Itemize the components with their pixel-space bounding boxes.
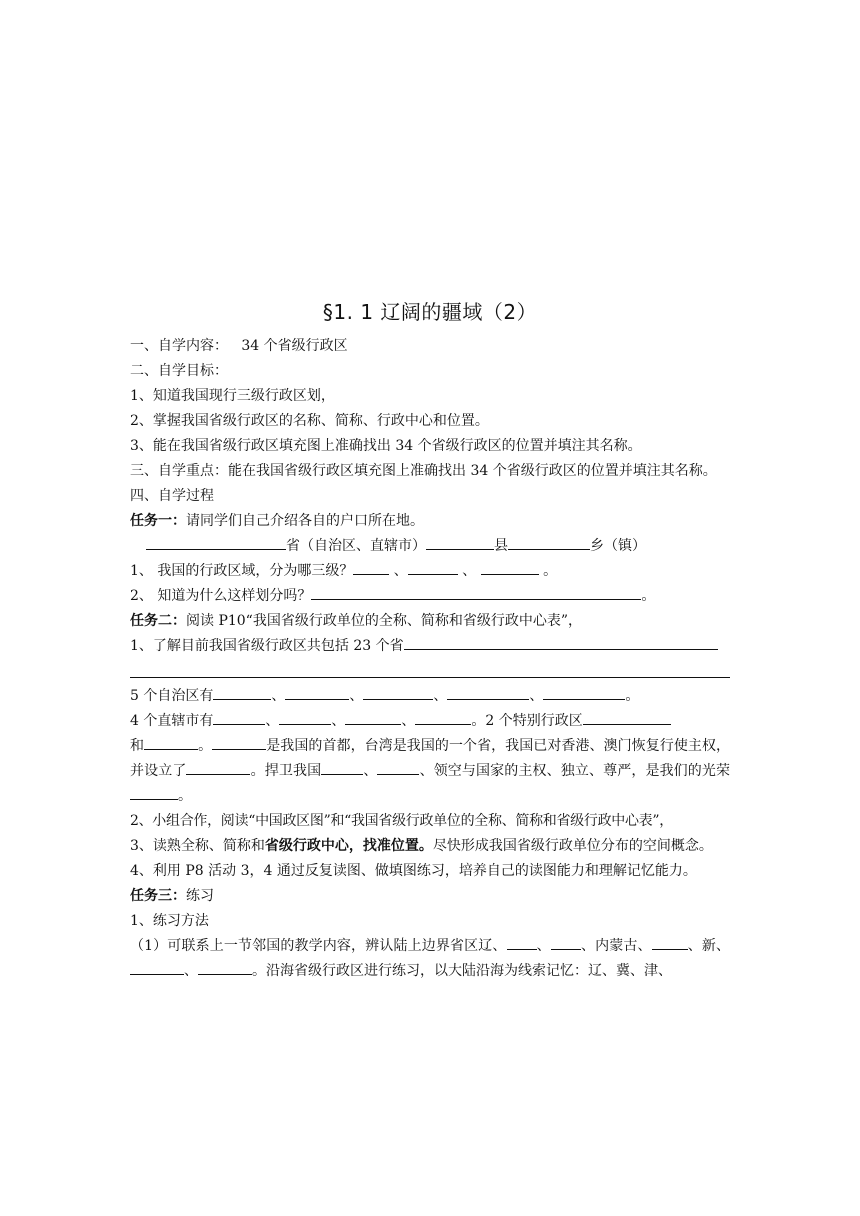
practice-paragraph: （1）可联系上一节邻国的教学内容，辨认陆上边界省区辽、 、 、内蒙古、 、新、、 。沿海省级行政区进行练习，以大陆沿海为线索记忆：辽、冀、津、 [130, 934, 730, 984]
answer-blank[interactable] [507, 935, 537, 950]
provinces-question: 1、了解目前我国省级行政区共包括 23 个省 [130, 634, 730, 659]
document-body [130, 334, 730, 984]
text-line: 3、读熟全称、简称和省级行政中心，找准位置。尽快形成我国省级行政单位分布的空间概念。 [130, 838, 713, 854]
answer-blank[interactable] [213, 710, 265, 725]
task2-intro: 任务二：阅读 P10“我国省级行政单位的全称、简称和省级行政中心表”， [130, 613, 582, 629]
text-line: 二、自学目标： [130, 363, 228, 379]
answer-blank[interactable] [144, 735, 198, 750]
town-blank[interactable] [508, 535, 590, 550]
answer-blank[interactable] [213, 685, 271, 700]
answer-blank[interactable] [583, 710, 671, 725]
answer-blank[interactable] [404, 635, 718, 650]
answer-blank[interactable] [279, 710, 331, 725]
answer-blank[interactable] [551, 935, 581, 950]
county-blank[interactable] [426, 535, 494, 550]
answer-blank[interactable] [130, 785, 178, 800]
answer-blank[interactable] [377, 760, 419, 775]
task3-intro: 任务三：练习 [130, 888, 214, 904]
task3-heading: 任务三： [130, 888, 186, 904]
answer-line[interactable] [130, 659, 730, 678]
answer-blank[interactable] [481, 560, 539, 575]
answer-blank[interactable] [186, 760, 250, 775]
text-line: 1、知道我国现行三级行政区划， [130, 388, 335, 404]
municipalities-line: 4 个直辖市有 、 、 、 。2 个特别行政区 [130, 709, 730, 734]
capital-paragraph: 和 。 是我国的首都，台湾是我国的一个省，我国已对香港、澳门恢复行使主权，并设立了 。捍卫我国 、 、领空与国家的主权、独立、尊严，是我们的光荣。 [130, 734, 730, 809]
answer-blank[interactable] [353, 560, 389, 575]
task2-heading: 任务二： [130, 613, 186, 629]
text-line: 3、能在我国省级行政区填充图上准确找出 34 个省级行政区的位置并填注其名称。 [130, 438, 642, 454]
task1-heading: 任务一： [130, 513, 186, 529]
answer-blank[interactable] [345, 710, 401, 725]
text-line: 1、练习方法 [130, 913, 209, 929]
autonomous-regions-line: 5 个自治区有 、 、 、 、 。 [130, 684, 730, 709]
answer-blank[interactable] [652, 935, 688, 950]
text-line: 四、自学过程 [130, 488, 214, 504]
task1-intro: 任务一：请同学们自己介绍各自的户口所在地。 [130, 513, 424, 529]
text-line: 2、掌握我国省级行政区的名称、简称、行政中心和位置。 [130, 413, 489, 429]
question-2: 2、 知道为什么这样划分吗？ 。 [130, 584, 730, 609]
answer-blank[interactable] [543, 685, 625, 700]
text-line: 三、自学重点：能在我国省级行政区填充图上准确找出 34 个省级行政区的位置并填注其名称。 [130, 463, 717, 479]
page-title: §1. 1 辽阔的疆域（2） [322, 300, 538, 324]
answer-blank[interactable] [363, 685, 433, 700]
answer-blank[interactable] [415, 710, 471, 725]
answer-blank[interactable] [311, 585, 641, 600]
answer-blank[interactable] [447, 685, 529, 700]
text-line: 一、自学内容： 34 个省级行政区 [130, 338, 348, 354]
residence-fill-line: 省（自治区、直辖市） 县 乡（镇） [130, 534, 730, 559]
answer-blank[interactable] [212, 735, 266, 750]
text-line: 4、利用 P8 活动 3，4 通过反复读图、做填图练习，培养自己的读图能力和理解记忆能力。 [130, 863, 697, 879]
province-blank[interactable] [146, 535, 286, 550]
question-1: 1、 我国的行政区域，分为哪三级？ 、 、 。 [130, 559, 730, 584]
answer-blank[interactable] [130, 960, 184, 975]
answer-blank[interactable] [285, 685, 349, 700]
text-line: 2、小组合作，阅读“中国政区图”和“我国省级行政单位的全称、简称和省级行政中心表”， [130, 813, 673, 829]
answer-blank[interactable] [321, 760, 363, 775]
answer-blank[interactable] [408, 560, 458, 575]
answer-blank[interactable] [198, 960, 252, 975]
